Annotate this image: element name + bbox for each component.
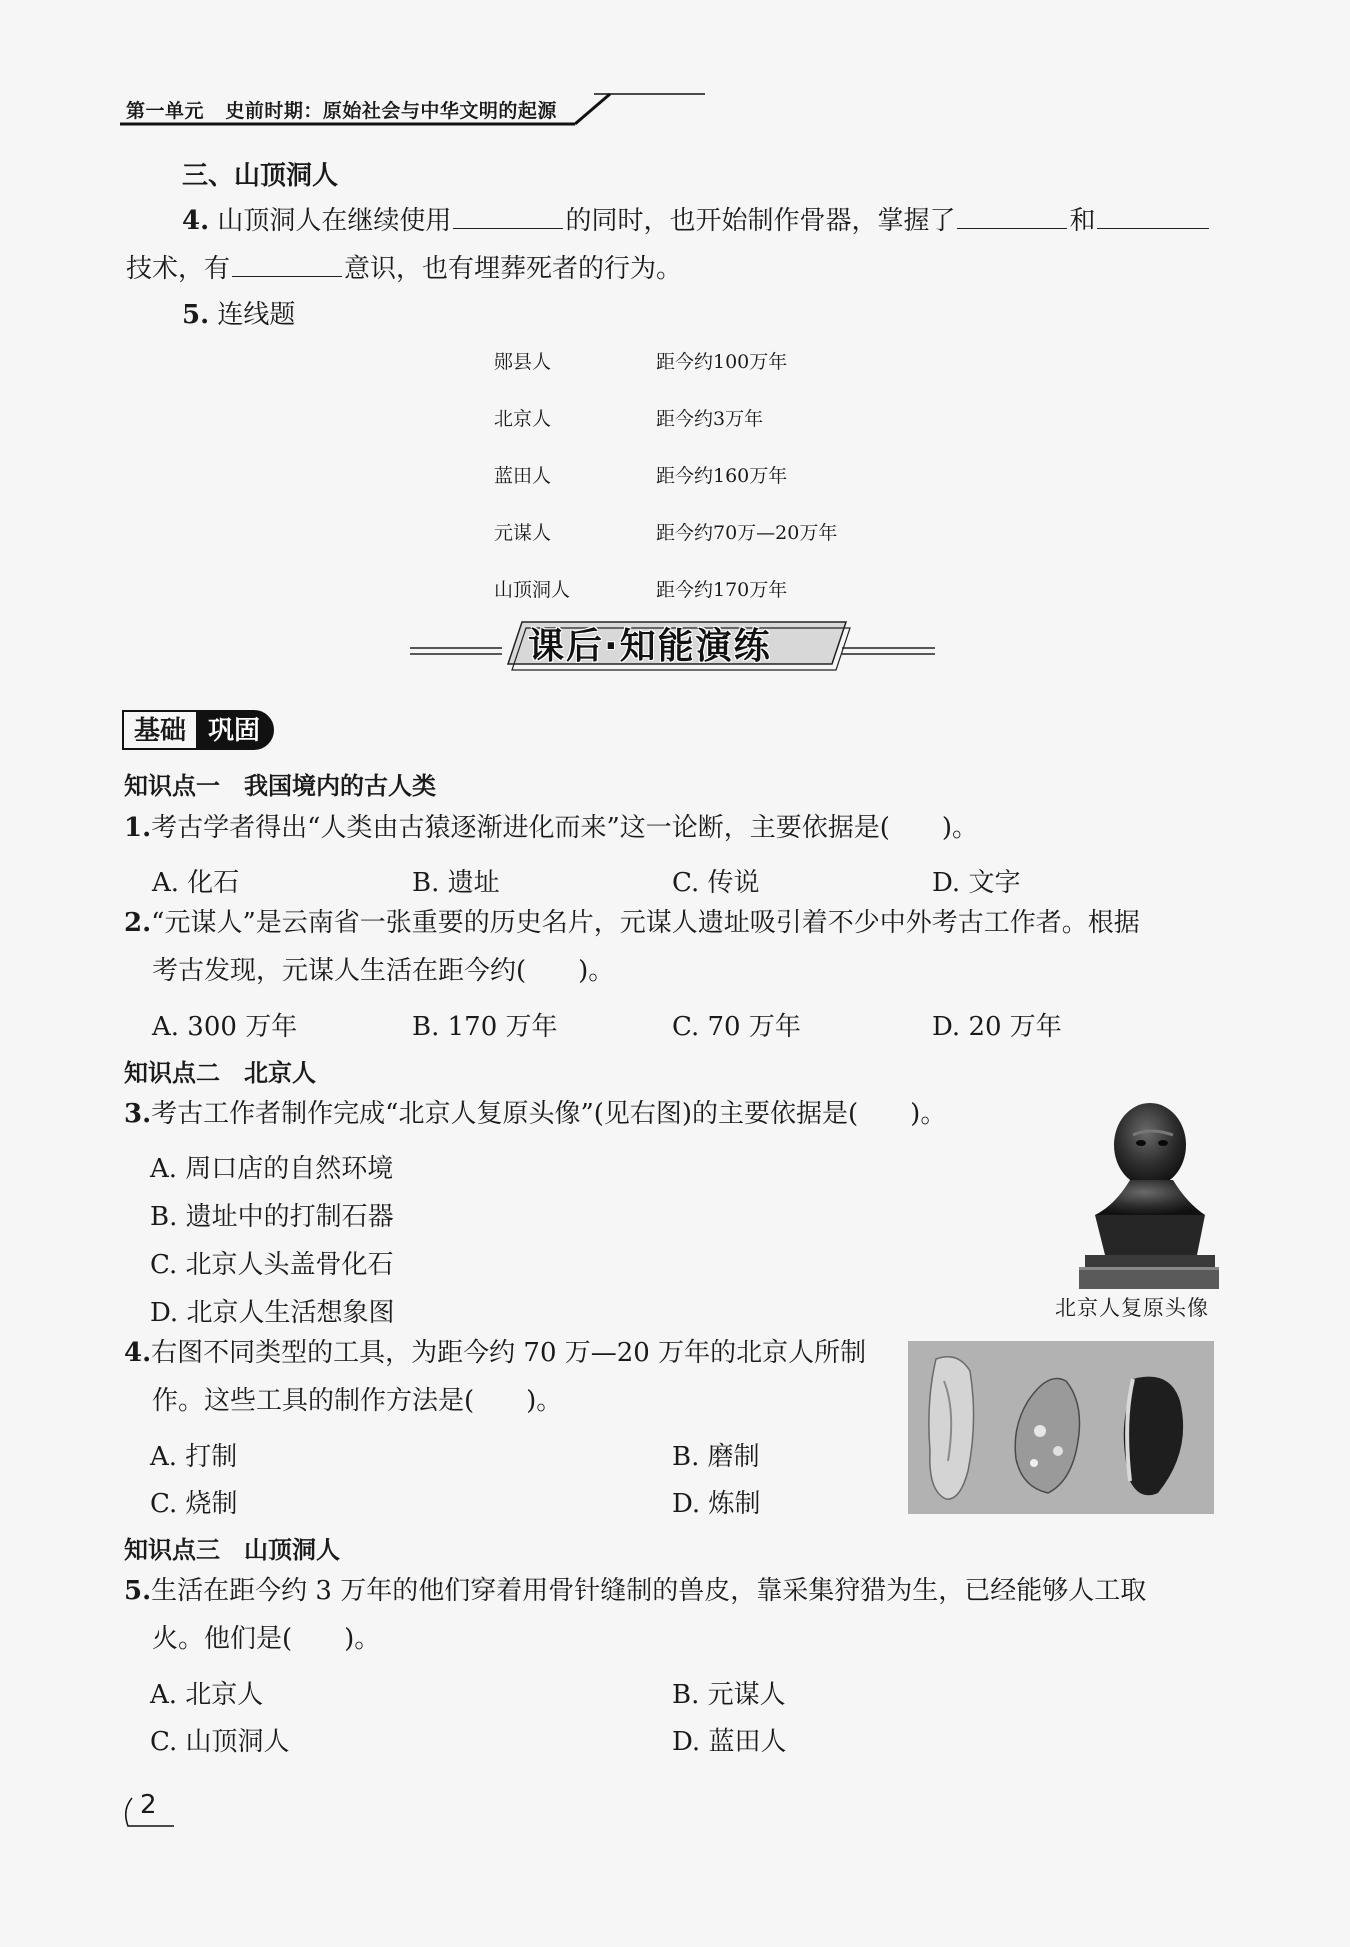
match-right-item[interactable]: 距今约70万—20万年 — [656, 522, 838, 544]
option-d[interactable]: D. 炼制 — [672, 1489, 761, 1519]
option-b[interactable]: B. 遗址中的打制石器 — [150, 1202, 394, 1232]
match-left-item[interactable]: 北京人 — [494, 408, 552, 430]
badge-left: 基础 — [122, 710, 196, 750]
option-a[interactable]: A. 北京人 — [150, 1680, 264, 1710]
question-4-tools-line2: 作。这些工具的制作方法是( )。 — [152, 1386, 563, 1416]
question-text: 右图不同类型的工具，为距今约 70 万—20 万年的北京人所制 — [151, 1338, 867, 1368]
section-badge — [122, 710, 274, 750]
question-2-line2: 考古发现，元谋人生活在距今约( )。 — [152, 956, 615, 986]
question-4-line1 — [182, 206, 1211, 234]
option-b[interactable]: B. 遗址 — [412, 868, 500, 898]
match-left-item[interactable]: 蓝田人 — [494, 465, 552, 487]
option-c[interactable]: C. 传说 — [672, 868, 760, 898]
knowledge-point-title: 知识点一 我国境内的古人类 — [124, 772, 436, 800]
question-text: 考古学者得出“人类由古猿逐渐进化而来”这一论断，主要依据是( )。 — [151, 813, 979, 843]
question-number: 5. — [124, 1576, 152, 1606]
question-2-line1 — [124, 910, 1140, 936]
match-left-item[interactable]: 元谋人 — [494, 522, 552, 544]
header — [126, 96, 557, 123]
fill-blank[interactable] — [1097, 206, 1209, 229]
option-b[interactable]: B. 元谋人 — [672, 1680, 786, 1710]
question-text: 生活在距今约 3 万年的他们穿着用骨针缝制的兽皮，靠采集狩猎为生，已经能够人工取 — [151, 1576, 1147, 1606]
option-d[interactable]: D. 蓝田人 — [672, 1727, 787, 1757]
match-left-item[interactable]: 山顶洞人 — [494, 579, 571, 601]
knowledge-point-title: 知识点二 北京人 — [124, 1059, 316, 1087]
question-number: 1. — [124, 813, 152, 843]
question-1 — [124, 815, 978, 841]
question-3 — [124, 1101, 946, 1127]
fill-blank[interactable] — [957, 206, 1067, 229]
question-text: 连线题 — [217, 300, 296, 330]
option-d[interactable]: D. 20 万年 — [932, 1012, 1062, 1042]
question-text: “元谋人”是云南省一张重要的历史名片，元谋人遗址吸引着不少中外考古工作者。根据 — [151, 908, 1140, 938]
match-right-item[interactable]: 距今约3万年 — [656, 408, 764, 430]
question-text: 技术，有 — [126, 254, 231, 284]
option-d[interactable]: D. 文字 — [932, 868, 1021, 898]
match-right-item[interactable]: 距今约160万年 — [656, 465, 788, 487]
option-a[interactable]: A. 周口店的自然环境 — [150, 1154, 394, 1184]
question-5-line1 — [124, 1578, 1146, 1604]
peking-man-bust-image — [1075, 1095, 1220, 1295]
option-d[interactable]: D. 北京人生活想象图 — [150, 1298, 395, 1328]
question-4-tools-line1 — [124, 1340, 866, 1366]
match-right-item[interactable]: 距今约100万年 — [656, 351, 788, 373]
fill-blank[interactable] — [232, 254, 342, 277]
question-text: 山顶洞人在继续使用 — [217, 206, 452, 236]
option-b[interactable]: B. 磨制 — [672, 1442, 760, 1472]
option-c[interactable]: C. 烧制 — [150, 1489, 238, 1519]
fill-blank[interactable] — [453, 206, 563, 229]
stone-tools-image — [908, 1341, 1214, 1514]
option-c[interactable]: C. 70 万年 — [672, 1012, 801, 1042]
question-text: 意识，也有埋葬死者的行为。 — [344, 254, 683, 284]
question-5-line2: 火。他们是( )。 — [152, 1624, 381, 1654]
question-number: 5. — [182, 300, 210, 330]
question-number: 4. — [124, 1338, 152, 1368]
option-b[interactable]: B. 170 万年 — [412, 1012, 558, 1042]
section-title: 三、山顶洞人 — [182, 161, 339, 191]
question-4-line2 — [126, 254, 682, 282]
question-text: 考古工作者制作完成“北京人复原头像”(见右图)的主要依据是( )。 — [151, 1099, 947, 1129]
knowledge-point-title: 知识点三 山顶洞人 — [124, 1536, 340, 1564]
option-a[interactable]: A. 打制 — [150, 1442, 238, 1472]
header-unit: 第一单元 — [126, 100, 205, 122]
match-right-item[interactable]: 距今约170万年 — [656, 579, 788, 601]
header-subtitle: 史前时期：原始社会与中华文明的起源 — [225, 100, 557, 122]
badge-right: 巩固 — [196, 710, 274, 750]
option-c[interactable]: C. 山顶洞人 — [150, 1727, 290, 1757]
option-c[interactable]: C. 北京人头盖骨化石 — [150, 1250, 394, 1280]
question-number: 4. — [182, 206, 210, 236]
option-a[interactable]: A. 化石 — [152, 868, 240, 898]
question-text: 的同时，也开始制作骨器，掌握了 — [565, 206, 956, 236]
question-number: 3. — [124, 1099, 152, 1129]
question-text: 和 — [1069, 206, 1096, 236]
image-caption: 北京人复原头像 — [1055, 1296, 1209, 1320]
page-number: 2 — [140, 1790, 157, 1820]
question-number: 2. — [124, 908, 152, 938]
match-left-item[interactable]: 郧县人 — [494, 351, 552, 373]
option-a[interactable]: A. 300 万年 — [152, 1012, 298, 1042]
banner-title: 课后·知能演练 — [528, 626, 772, 667]
question-5 — [182, 302, 295, 328]
